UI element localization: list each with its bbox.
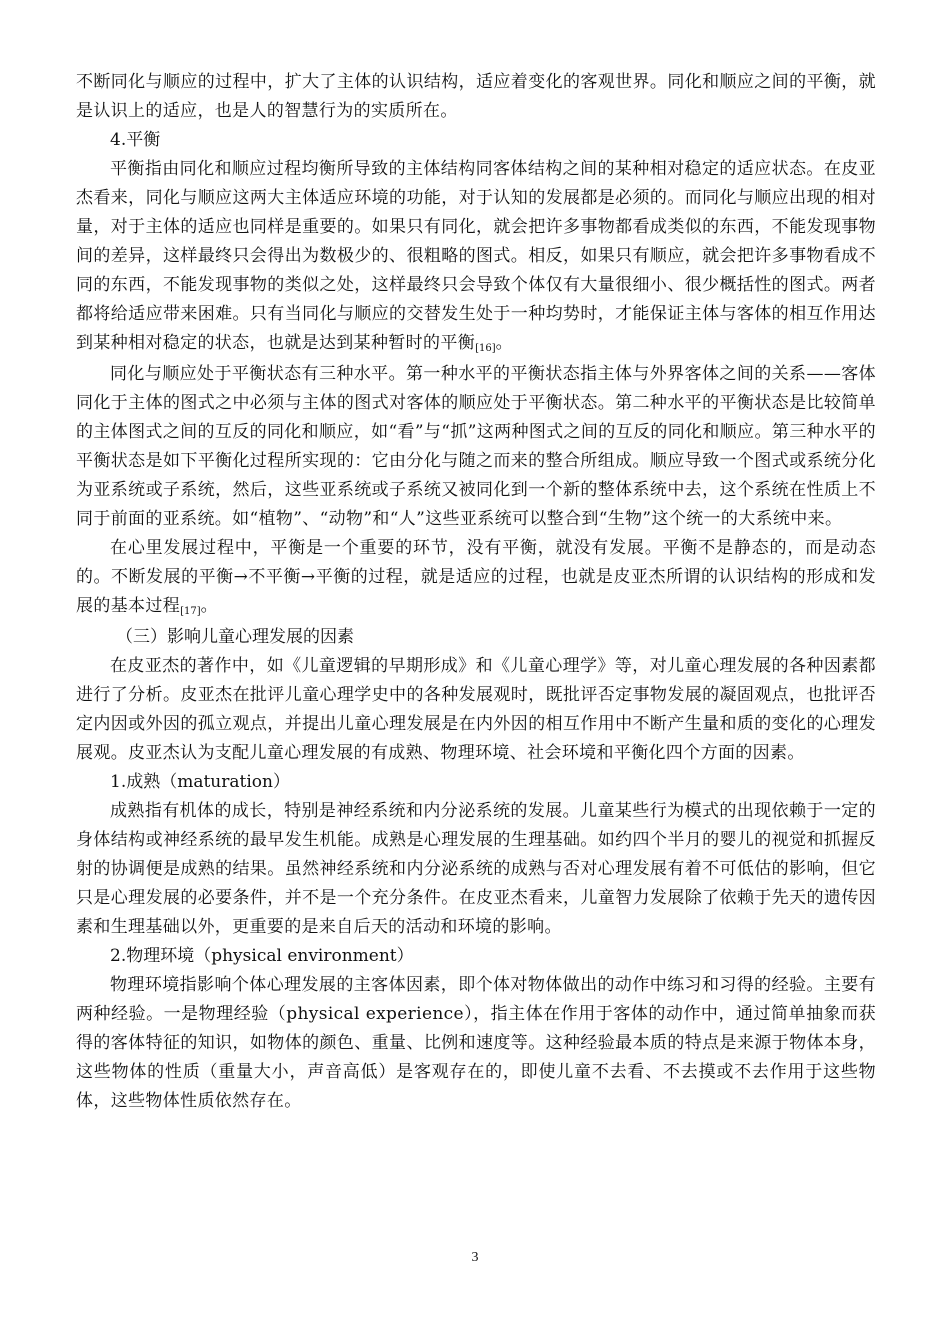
heading-maturation: 1.成熟（maturation） [110,772,290,792]
paragraph-factors-overview: 在皮亚杰的著作中，如《儿童逻辑的早期形成》和《儿童心理学》等，对儿童心理发展的各种因素都进行了分析。皮亚杰在批评儿童心理学史中的各种发展观时，既批评否定事物发展的凝固观点，也批评否定内因或外因的孤立观点，并提出儿童心理发展是在内外因的相互作用中不断产生量和质的变化的心理发展观。皮亚杰认为支配儿童心理发展的有成熟、物理环境、社会环境和平衡化四个方面的因素。 [76,656,876,763]
paragraph-maturation: 成熟指有机体的成长，特别是神经系统和内分泌系统的发展。儿童某些行为模式的出现依赖于一定的身体结构或神经系统的最早发生机能。成熟是心理发展的生理基础。如约四个半月的婴儿的视觉和抓握反射的协调便是成熟的结果。虽然神经系统和内分泌系统的成熟与否对心理发展有着不可低估的影响，但它只是心理发展的必要条件，并不是一个充分条件。在皮亚杰看来，儿童智力发展除了依赖于先天的遗传因素和生理基础以外，更重要的是来自后天的活动和环境的影响。 [76,801,876,937]
citation-16: [16] [475,343,496,354]
citation-17: [17] [180,606,201,617]
document-body [76,68,876,1116]
paragraph-physical-environment: 物理环境指影响个体心理发展的主客体因素，即个体对物体做出的动作中练习和习得的经验。主要有两种经验。一是物理经验（physical experience），指主体在作用于客体的动作中，通过简单抽象而获得的客体特征的知识，如物体的颜色、重量、比例和速度等。这种经验最本质的特点是来源于物体本身，这些物体的性质（重量大小，声音高低）是客观存在的，即使儿童不去看、不去摸或不去作用于这些物体，这些物体性质依然存在。 [76,975,876,1111]
heading-influencing-factors: （三）影响儿童心理发展的因素 [116,627,354,647]
paragraph-three-levels: 同化与顺应处于平衡状态有三种水平。第一种水平的平衡状态指主体与外界客体之间的关系——客体同化于主体的图式之中必须与主体的图式对客体的顺应处于平衡状态。第二种水平的平衡状态是比较简单的主体图式之间的互反的同化和顺应，如“看”与“抓”这两种图式之间的互反的同化和顺应。第三种水平的平衡状态是如下平衡化过程所实现的：它由分化与随之而来的整合所组成。顺应导致一个图式或系统分化为亚系统或子系统，然后，这些亚系统或子系统又被同化到一个新的整体系统中去，这个系统在性质上不同于前面的亚系统。如“植物”、“动物”和“人”这些亚系统可以整合到“生物”这个统一的大系统中来。 [76,364,876,529]
paragraph-equilibrium-definition [76,155,876,360]
heading-equilibrium: 4.平衡 [110,130,161,150]
paragraph-text: 在心里发展过程中，平衡是一个重要的环节，没有平衡，就没有发展。平衡不是静态的，而是动态的。不断发展的平衡→不平衡→平衡的过程，就是适应的过程，也就是皮亚杰所谓的认识结构的形成和发展的基本过程 [76,538,876,616]
heading-physical-environment: 2.物理环境（physical environment） [110,946,414,966]
paragraph-intro: 不断同化与顺应的过程中，扩大了主体的认识结构，适应着变化的客观世界。同化和顺应之间的平衡，就是认识上的适应，也是人的智慧行为的实质所在。 [76,72,876,121]
paragraph-end: 。 [495,333,513,353]
paragraph-dynamic-equilibrium [76,534,876,623]
paragraph-end: 。 [200,596,218,616]
paragraph-text: 平衡指由同化和顺应过程均衡所导致的主体结构同客体结构之间的某种相对稳定的适应状态。在皮亚杰看来，同化与顺应这两大主体适应环境的功能，对于认知的发展都是必须的。而同化与顺应出现的相对量，对于主体的适应也同样是重要的。如果只有同化，就会把许多事物都看成类似的东西，不能发现事物间的差异，这样最终只会得出为数极少的、很粗略的图式。相反，如果只有顺应，就会把许多事物看成不同的东西，不能发现事物的类似之处，这样最终只会导致个体仅有大量很细小、很少概括性的图式。两者都将给适应带来困难。只有当同化与顺应的交替发生处于一种均势时，才能保证主体与客体的相互作用达到某种相对稳定的状态，也就是达到某种暂时的平衡 [76,159,876,353]
page-number: 3 [471,1250,479,1265]
